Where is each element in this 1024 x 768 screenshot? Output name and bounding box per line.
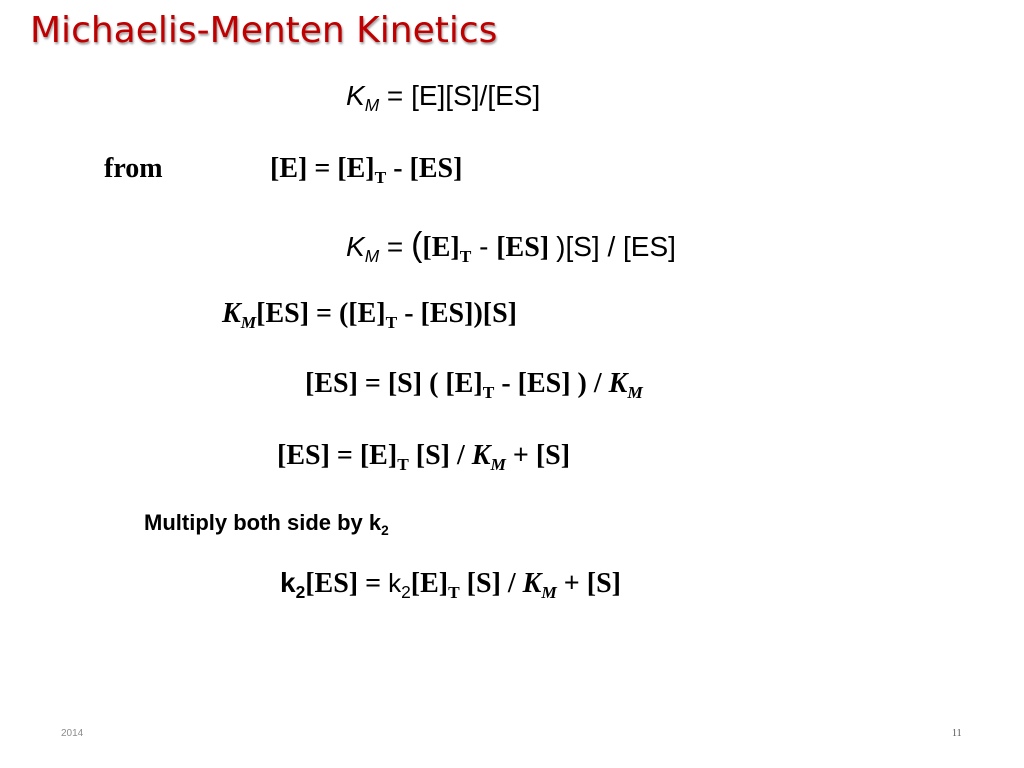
equation-es-final: $[ES] = [E]_T$ $[S] / K_M + [S]$ xyxy=(277,440,571,475)
footer-date: 2014 xyxy=(61,728,84,739)
equation-km-es: $K_M[ES] = ([E]_T - [ES])[S]$ xyxy=(222,298,517,333)
equation-velocity: $k_2[ES] = k_2[E]_T$ $[S] / K_M + [S]$ xyxy=(280,567,621,603)
instruction-text: Multiply both side by $k_2$ xyxy=(144,510,389,538)
equation-enzyme-conservation: $[E] = [E]_T - [ES]$ xyxy=(270,153,463,188)
from-label: from xyxy=(104,153,163,184)
equation-km-definition: $K_M = [E][S]/[ES]$ xyxy=(346,80,541,116)
page-number: 11 xyxy=(952,728,962,739)
equation-es-solved: [ES] = [S] ( $[E]_T - [ES]$ ) / $K_M$ xyxy=(305,368,643,403)
slide-title: Michaelis-Menten Kinetics xyxy=(30,10,498,51)
equation-km-substituted: $K_M = ([E]_T - [ES]$ )[S] / [ES] xyxy=(346,226,676,267)
